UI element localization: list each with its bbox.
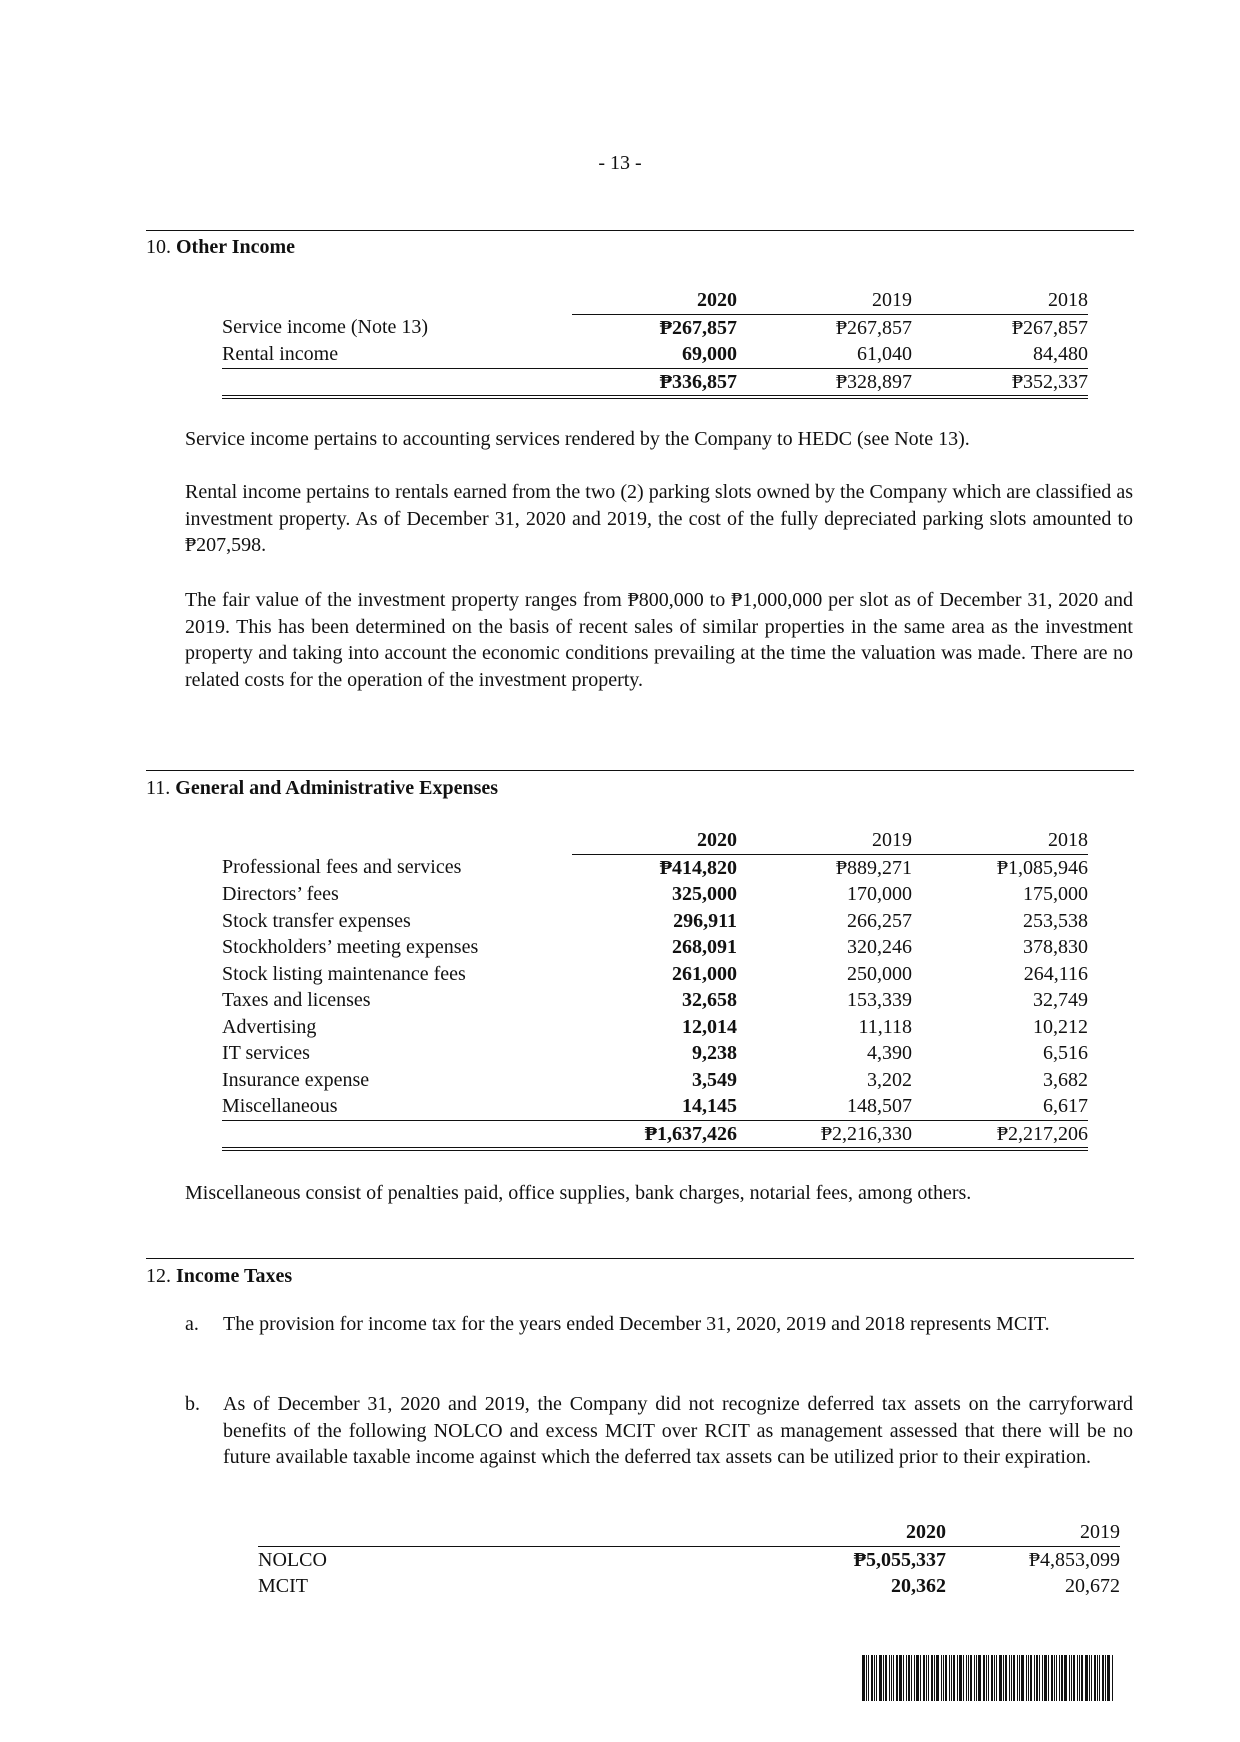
cell: 20,672 (1065, 1575, 1120, 1597)
cell: 170,000 (847, 883, 912, 905)
column-header: 2020 (768, 1519, 946, 1546)
total-row (222, 368, 1088, 397)
barcode (862, 1655, 1130, 1701)
barcode-bar (1064, 1655, 1067, 1701)
barcode-bar (1009, 1655, 1010, 1701)
row-label: Service income (Note 13) (222, 316, 429, 339)
barcode-bar (949, 1655, 950, 1701)
table-row (222, 1067, 1088, 1094)
section-title: Other Income (176, 236, 296, 258)
barcode-bar (1026, 1655, 1027, 1701)
barcode-bar (1017, 1655, 1018, 1701)
section-divider (146, 770, 1134, 771)
cell: ₱267,857 (659, 316, 737, 339)
cell: 268,091 (672, 936, 737, 958)
table-row (222, 314, 1088, 341)
cell: 253,538 (1023, 909, 1088, 932)
row-label: IT services (222, 1042, 310, 1064)
barcode-bar (978, 1655, 981, 1701)
barcode-bar (1011, 1655, 1012, 1701)
barcode-bar (959, 1655, 962, 1701)
section-title: General and Administrative Expenses (175, 777, 499, 799)
row-label: Rental income (222, 341, 572, 368)
general-admin-expenses-table (222, 827, 1088, 1151)
barcode-bar (1030, 1655, 1032, 1701)
barcode-bar (889, 1655, 890, 1701)
table-row (222, 961, 1088, 988)
barcode-bar (891, 1655, 892, 1701)
deferred-tax-table (258, 1519, 1120, 1600)
cell: 3,682 (1043, 1068, 1088, 1091)
table-row (222, 1014, 1088, 1041)
table-header-row (222, 827, 1088, 854)
barcode-bar (862, 1655, 865, 1701)
cell: 84,480 (912, 341, 1088, 368)
cell: 378,830 (1023, 936, 1088, 958)
cell: 32,658 (682, 989, 737, 1011)
column-header: 2019 (737, 287, 912, 314)
cell: 14,145 (572, 1093, 737, 1120)
barcode-bar (1071, 1655, 1072, 1701)
barcode-bar (986, 1655, 987, 1701)
barcode-bar (1097, 1655, 1098, 1701)
row-label: MCIT (258, 1575, 308, 1597)
cell: 12,014 (682, 1015, 737, 1038)
barcode-bar (1034, 1655, 1035, 1701)
barcode-bar (928, 1655, 929, 1701)
barcode-bar (931, 1655, 933, 1701)
barcode-bar (934, 1655, 935, 1701)
table-row (222, 987, 1088, 1014)
barcode-bar (1056, 1655, 1057, 1701)
barcode-bar (883, 1655, 884, 1701)
section-number: 11. (146, 777, 171, 799)
row-label: Miscellaneous (222, 1093, 572, 1120)
cell: 320,246 (847, 936, 912, 958)
table-header-row (222, 287, 1088, 314)
barcode-bar (1021, 1655, 1024, 1701)
barcode-bar (994, 1655, 995, 1701)
barcode-bar (983, 1655, 985, 1701)
column-header: 2018 (912, 827, 1088, 854)
barcode-bar (916, 1655, 919, 1701)
total-cell: ₱1,637,426 (572, 1120, 737, 1149)
barcode-bar (893, 1655, 894, 1701)
barcode-bar (1039, 1655, 1040, 1701)
column-header: 2020 (572, 827, 737, 854)
barcode-bar (896, 1655, 898, 1701)
cell: 61,040 (737, 341, 912, 368)
barcode-bar (999, 1655, 1002, 1701)
barcode-bar (1105, 1655, 1106, 1701)
barcode-bar (1061, 1655, 1063, 1701)
barcode-bar (879, 1655, 882, 1701)
table-row (222, 908, 1088, 935)
cell: 11,118 (858, 1015, 912, 1038)
barcode-bar (1099, 1655, 1100, 1701)
list-item (185, 1391, 1133, 1471)
barcode-bar (1112, 1655, 1113, 1701)
barcode-bar (1003, 1655, 1004, 1701)
row-label: Stockholders’ meeting expenses (222, 936, 479, 958)
barcode-bar (951, 1655, 952, 1701)
barcode-bar (914, 1655, 915, 1701)
barcode-bar (876, 1655, 877, 1701)
cell: 325,000 (672, 883, 737, 905)
total-cell: ₱2,216,330 (737, 1120, 912, 1149)
total-cell: ₱336,857 (572, 368, 737, 397)
barcode-bar (943, 1655, 944, 1701)
total-row (222, 1120, 1088, 1149)
cell: 266,257 (847, 909, 912, 932)
barcode-bar (926, 1655, 927, 1701)
cell: ₱267,857 (1011, 316, 1088, 339)
barcode-bar (871, 1655, 873, 1701)
barcode-bar (908, 1655, 910, 1701)
cell: ₱4,853,099 (1028, 1548, 1120, 1571)
barcode-bar (1085, 1655, 1088, 1701)
cell: ₱5,055,337 (853, 1548, 946, 1571)
cell: 20,362 (891, 1575, 946, 1597)
cell: ₱414,820 (659, 856, 737, 879)
paragraph: Service income pertains to accounting services rendered by the Company to HEDC (see Note 13). (185, 428, 970, 450)
cell: 4,390 (867, 1042, 912, 1064)
column-header: 2020 (572, 287, 737, 314)
cell: 264,116 (1023, 962, 1088, 985)
barcode-bar (906, 1655, 907, 1701)
barcode-bar (968, 1655, 969, 1701)
table-row (222, 1040, 1088, 1067)
barcode-bar (1059, 1655, 1060, 1701)
table-row (222, 1093, 1088, 1120)
section-number: 12. (146, 1265, 171, 1287)
barcode-bar (1081, 1655, 1083, 1701)
paragraph: Miscellaneous consist of penalties paid, office supplies, bank charges, notarial fees, among others. (185, 1182, 972, 1204)
cell: ₱889,271 (835, 856, 912, 879)
paragraph: The fair value of the investment property ranges from ₱800,000 to ₱1,000,000 per slot as of December 31, 2020 and 2019. This has been determined on the basis of recent sales of similar properties in the same area as the investment property and taking into account the economic conditions prevailing at the time the valuation was made. There are no related costs for the operation of the investment property. (185, 589, 1133, 691)
row-label: Insurance expense (222, 1068, 370, 1091)
cell: 175,000 (1023, 883, 1088, 905)
row-label: NOLCO (258, 1548, 327, 1571)
barcode-bar (920, 1655, 921, 1701)
barcode-bar (874, 1655, 875, 1701)
barcode-bar (1054, 1655, 1055, 1701)
list-marker: a. (185, 1313, 199, 1335)
barcode-bar (1028, 1655, 1029, 1701)
barcode-bar (996, 1655, 997, 1701)
barcode-bar (885, 1655, 887, 1701)
barcode-bar (899, 1655, 902, 1701)
list-item (185, 1311, 1133, 1338)
barcode-bar (953, 1655, 955, 1701)
list-text: As of December 31, 2020 and 2019, the Company did not recognize deferred tax assets on the carryforward benefits of the following NOLCO and excess MCIT over RCIT as management assessed that there will be no future available taxable income against which the deferred tax assets can be utilized prior to their expiration. (223, 1393, 1133, 1468)
table-row (222, 854, 1088, 881)
barcode-bar (945, 1655, 947, 1701)
barcode-bar (1089, 1655, 1090, 1701)
barcode-bar (1044, 1655, 1047, 1701)
section-number: 10. (146, 236, 171, 258)
cell: ₱267,857 (835, 316, 912, 339)
barcode-bar (991, 1655, 993, 1701)
cell: 9,238 (692, 1042, 737, 1064)
total-cell: ₱328,897 (737, 368, 912, 397)
section-heading-general-admin-expenses (146, 775, 498, 802)
cell: 6,617 (912, 1093, 1088, 1120)
barcode-bar (1069, 1655, 1070, 1701)
cell: 148,507 (737, 1093, 912, 1120)
cell: 261,000 (672, 962, 737, 985)
barcode-bar (936, 1655, 939, 1701)
barcode-bar (1077, 1655, 1078, 1701)
barcode-bar (976, 1655, 977, 1701)
table-header-row (258, 1519, 1120, 1546)
barcode-bar (1073, 1655, 1075, 1701)
row-label: Advertising (222, 1015, 317, 1038)
cell: 3,549 (692, 1068, 737, 1091)
row-label: Directors’ fees (222, 883, 339, 905)
section-title: Income Taxes (176, 1265, 293, 1287)
list-text: The provision for income tax for the years ended December 31, 2020, 2019 and 2018 represents MCIT. (223, 1313, 1050, 1335)
barcode-bar (988, 1655, 989, 1701)
cell: 250,000 (847, 962, 912, 985)
column-header: 2019 (737, 827, 912, 854)
barcode-bar (866, 1655, 867, 1701)
other-income-table (222, 287, 1088, 399)
row-label: Stock listing maintenance fees (222, 962, 466, 985)
barcode-bar (1005, 1655, 1007, 1701)
section-divider (146, 1258, 1134, 1259)
paragraph: Rental income pertains to rentals earned from the two (2) parking slots owned by the Company which are classified as investment property. As of December 31, 2020 and 2019, the cost of the fully depreciated parking slots amounted to ₱207,598. (185, 481, 1133, 556)
barcode-bar (1091, 1655, 1092, 1701)
barcode-bar (966, 1655, 967, 1701)
page-number: - 13 - (598, 152, 642, 174)
table-row (222, 934, 1088, 961)
barcode-bar (941, 1655, 942, 1701)
cell: 296,911 (673, 909, 737, 932)
row-label: Stock transfer expenses (222, 909, 411, 932)
table-row (258, 1573, 1120, 1600)
list-marker: b. (185, 1393, 200, 1415)
barcode-bar (957, 1655, 958, 1701)
barcode-bar (1013, 1655, 1015, 1701)
total-cell: ₱352,337 (912, 368, 1088, 397)
cell: ₱1,085,946 (996, 856, 1088, 879)
cell: 153,339 (847, 989, 912, 1011)
cell: 3,202 (867, 1068, 912, 1091)
table-row (258, 1546, 1120, 1573)
row-label: Taxes and licenses (222, 989, 371, 1011)
barcode-bar (1051, 1655, 1053, 1701)
barcode-bar (1036, 1655, 1038, 1701)
cell: 6,516 (1043, 1042, 1088, 1064)
barcode-bar (868, 1655, 869, 1701)
section-heading-other-income (146, 234, 295, 261)
row-label: Professional fees and services (222, 856, 462, 879)
barcode-bar (963, 1655, 964, 1701)
cell: 69,000 (572, 341, 737, 368)
barcode-bar (1019, 1655, 1020, 1701)
section-heading-income-taxes (146, 1263, 292, 1290)
barcode-bar (974, 1655, 975, 1701)
barcode-bar (1102, 1655, 1104, 1701)
total-cell: ₱2,217,206 (912, 1120, 1088, 1149)
cell: 10,212 (1033, 1015, 1088, 1038)
barcode-bar (911, 1655, 912, 1701)
barcode-bar (1048, 1655, 1049, 1701)
table-row (222, 881, 1088, 908)
section-divider (146, 230, 1134, 231)
table-row (222, 341, 1088, 368)
barcode-bar (1042, 1655, 1043, 1701)
column-header: 2018 (912, 287, 1088, 314)
barcode-bar (970, 1655, 972, 1701)
cell: 32,749 (1033, 989, 1088, 1011)
barcode-bar (1094, 1655, 1096, 1701)
barcode-bar (903, 1655, 904, 1701)
column-header: 2019 (946, 1519, 1120, 1546)
barcode-bar (1079, 1655, 1080, 1701)
barcode-bar (923, 1655, 925, 1701)
barcode-bar (1107, 1655, 1110, 1701)
